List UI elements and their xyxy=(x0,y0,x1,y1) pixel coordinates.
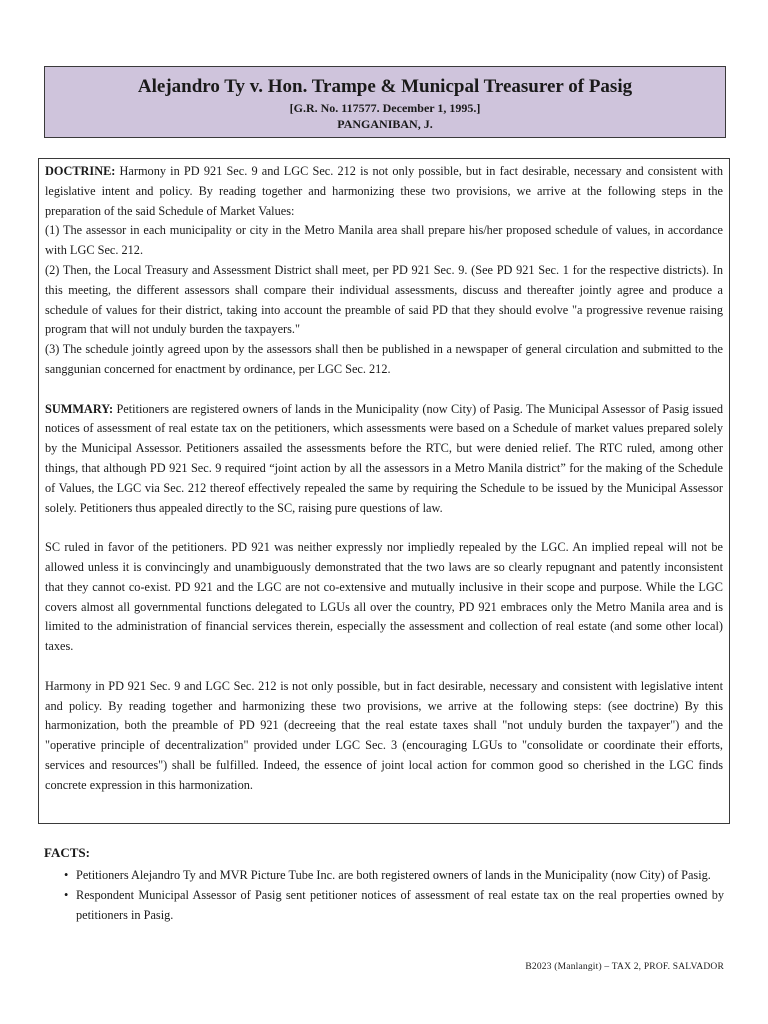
doctrine-paragraph xyxy=(45,162,723,221)
case-gr-number: [G.R. No. 117577. December 1, 1995.] xyxy=(289,101,481,115)
page-footer: B2023 (Manlangit) – TAX 2, PROF. SALVADOR xyxy=(525,962,724,972)
summary-label: SUMMARY: xyxy=(45,401,114,416)
summary-paragraph-1 xyxy=(45,400,723,519)
doctrine-intro: Harmony in PD 921 Sec. 9 and LGC Sec. 212 is not only possible, but in fact desirable, necessary and consistent with legislative intent and policy. By reading together and harmonizing these two provisions, we arrive at the following steps in the preparation of the said Schedule of Market Values: xyxy=(45,164,723,218)
paragraph-gap xyxy=(45,380,723,400)
case-title-box xyxy=(44,66,726,138)
digest-content-box xyxy=(38,158,730,824)
facts-heading: FACTS: xyxy=(44,845,90,860)
facts-list-item xyxy=(44,865,724,885)
paragraph-gap xyxy=(45,518,723,538)
doctrine-step-2: (2) Then, the Local Treasury and Assessment District shall meet, per PD 921 Sec. 9. (See PD 921 Sec. 1 for the respective districts). In this meeting, the different assessors shall compare their individual assessments, discuss and thereafter jointly agree and produce a schedule of values for their district, taking into account the preamble of said PD that they should evolve "a progressive revenue raising program that will not unduly burden the taxpayers." xyxy=(45,262,723,337)
doctrine-label: DOCTRINE: xyxy=(45,164,116,178)
summary-paragraph-2: SC ruled in favor of the petitioners. PD 921 was neither expressly nor impliedly repealed by the LGC. An implied repeal will not be allowed unless it is convincingly and unambiguously demonstrated that the two laws are so clearly repugnant and patently inconsistent that they cannot co-exist. PD 921 and the LGC are not co-extensive and mutually inclusive in their scope and purpose. While the LGC covers almost all governmental functions delegated to LGUs all over the country, PD 921 embraces only the Metro Manila area and is limited to the administration of financial services therein, especially the assessment and collection of real estate (and some other local) taxes. xyxy=(45,540,723,654)
summary-text-1: Petitioners are registered owners of lands in the Municipality (now City) of Pasig. The Municipal Assessor of Pasig issued notices of assessment of real estate tax on the petitioners, which assessments were based on a Schedule of market values prepared solely by the Municipal Assessor. Petitioners assailed the assessments before the RTC, but were denied relief. The RTC ruled, among other things, that although PD 921 Sec. 9 required “joint action by all the assessors in a Metro Manila district” for the making of the Schedule of Values, the LGC via Sec. 212 thereof effectively repealed the same by requiring the Schedule to be issued by the Municipal Assessor solely. Petitioners thus appealed directly to the SC, raising pure questions of law. xyxy=(45,401,723,515)
facts-list-item xyxy=(44,885,724,925)
case-ponente: PANGANIBAN, J. xyxy=(337,117,433,131)
bullet-icon: • xyxy=(64,888,69,902)
facts-list xyxy=(44,865,724,925)
case-title: Alejandro Ty v. Hon. Trampe & Municpal Treasurer of Pasig xyxy=(137,76,633,97)
facts-section xyxy=(44,843,724,925)
bullet-icon: • xyxy=(64,868,69,882)
facts-item-text: Respondent Municipal Assessor of Pasig sent petitioner notices of assessment of real estate tax on the real properties owned by petitioners in Pasig. xyxy=(76,888,724,922)
facts-item-text: Petitioners Alejandro Ty and MVR Picture Tube Inc. are both registered owners of lands in the Municipality (now City) of Pasig. xyxy=(76,868,711,882)
summary-paragraph-3: Harmony in PD 921 Sec. 9 and LGC Sec. 212 is not only possible, but in fact desirable, necessary and consistent with legislative intent and policy. By reading together and harmonizing these two provisions, we arrive at the following steps: (see doctrine) By this harmonization, both the preamble of PD 921 (decreeing that the real estate taxes shall "not unduly burden the taxpayer") and the "operative principle of decentralization" provided under LGC Sec. 3 (encouraging LGUs to "consolidate or coordinate their efforts, services and resources") shall be fulfilled. Indeed, the essence of joint local action for common good so cherished in the LGC finds concrete expression in this harmonization. xyxy=(45,678,723,792)
doctrine-step-3: (3) The schedule jointly agreed upon by the assessors shall then be published in a newspaper of general circulation and submitted to the sanggunian concerned for enactment by ordinance, per LGC Sec. 212. xyxy=(45,342,723,376)
doctrine-step-1: (1) The assessor in each municipality or city in the Metro Manila area shall prepare his/her proposed schedule of values, in accordance with LGC Sec. 212. xyxy=(45,223,723,258)
paragraph-gap xyxy=(45,657,723,677)
